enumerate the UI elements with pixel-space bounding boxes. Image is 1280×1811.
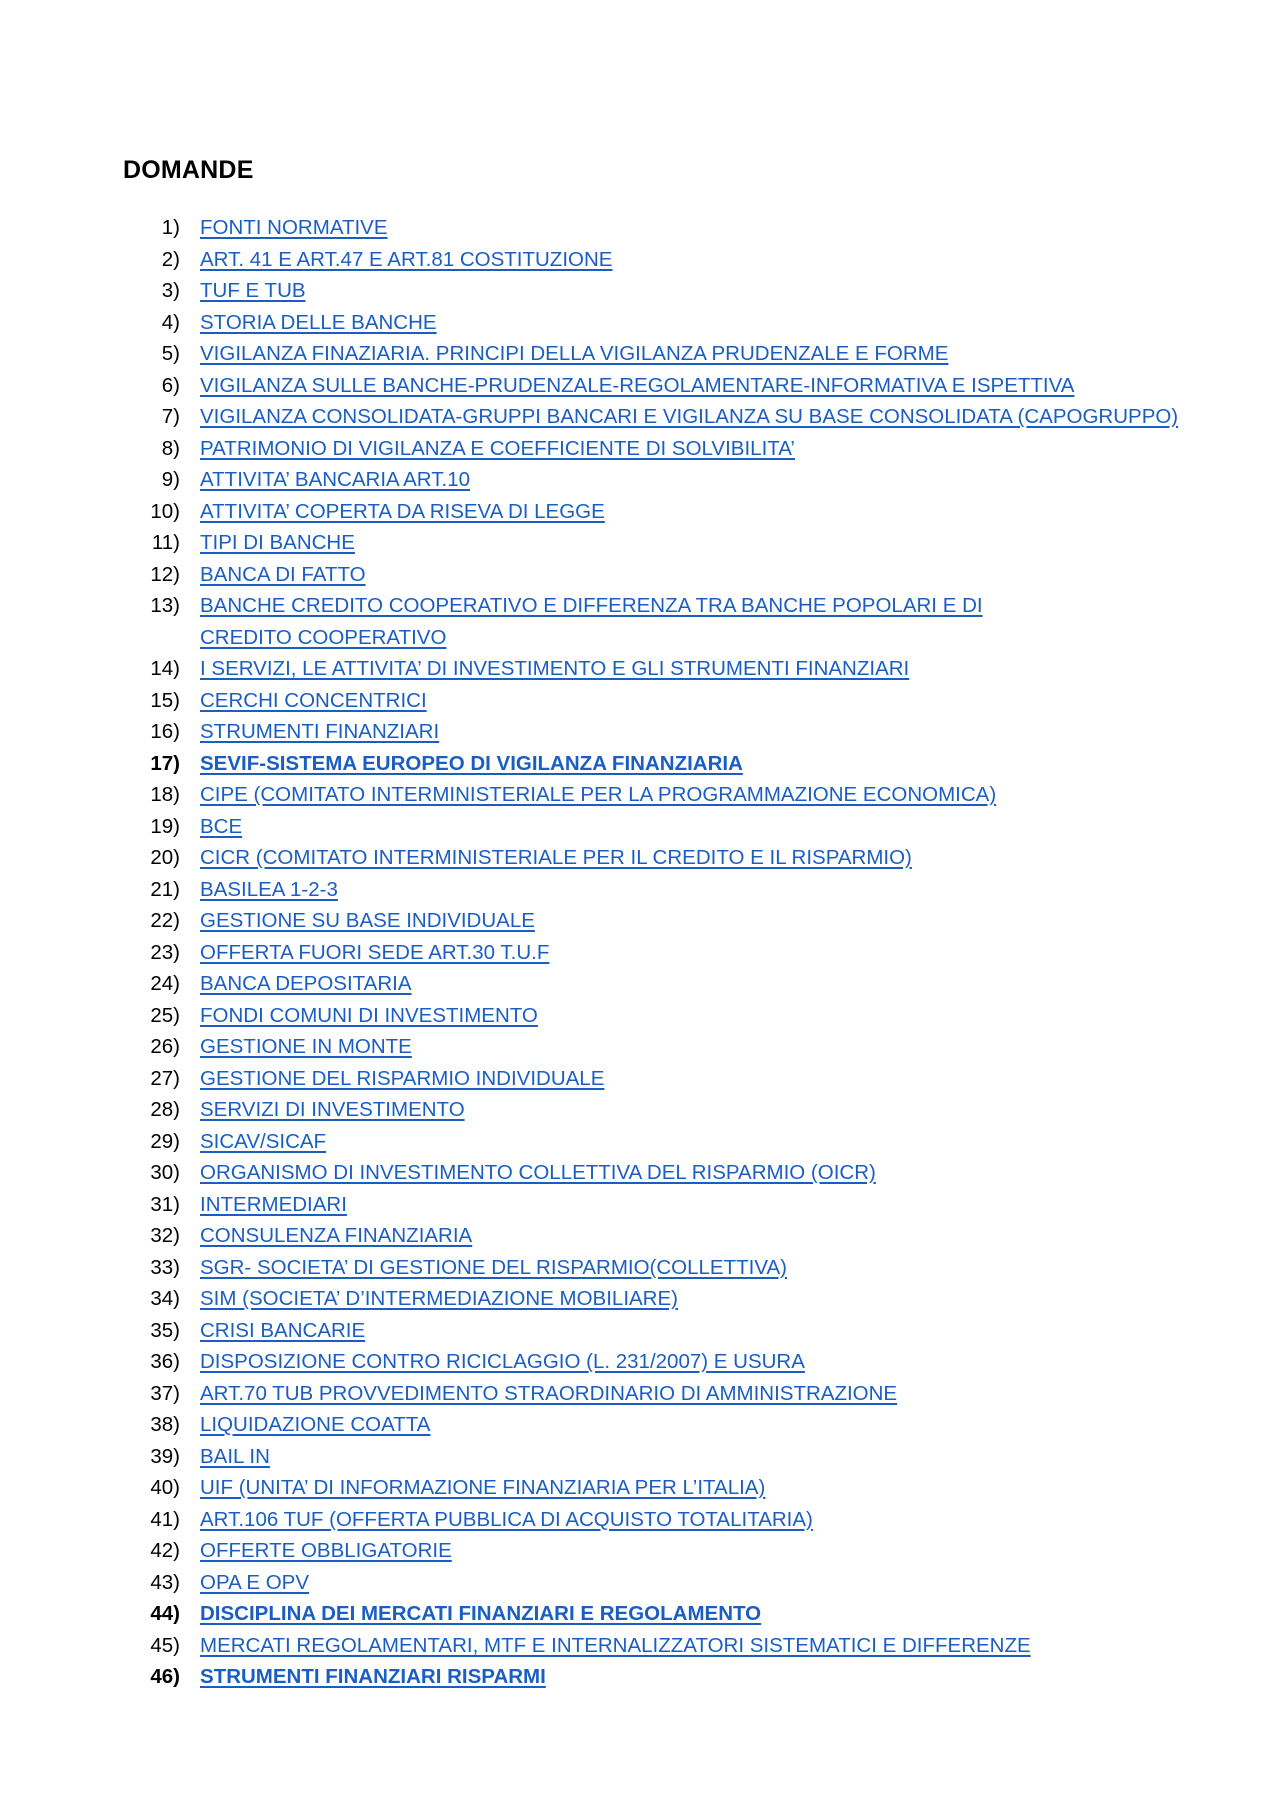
toc-item-link[interactable]: OFFERTE OBBLIGATORIE bbox=[200, 1539, 452, 1562]
toc-item-link[interactable]: SIM (SOCIETA’ D’INTERMEDIAZIONE MOBILIARE) bbox=[200, 1287, 678, 1310]
toc-item bbox=[0, 1252, 1280, 1284]
toc-item bbox=[0, 842, 1280, 874]
toc-item bbox=[0, 1000, 1280, 1032]
toc-item-number: 37) bbox=[150, 1381, 180, 1405]
toc-item-link[interactable]: I SERVIZI, LE ATTIVITA’ DI INVESTIMENTO E GLI STRUMENTI FINANZIARI bbox=[200, 657, 910, 680]
toc-item-link[interactable]: CONSULENZA FINANZIARIA bbox=[200, 1224, 473, 1247]
toc-item-link[interactable]: BANCA DI FATTO bbox=[200, 562, 366, 586]
toc-item-link[interactable]: STRUMENTI FINANZIARI RISPARMI bbox=[200, 1665, 546, 1688]
toc-item bbox=[0, 1346, 1280, 1378]
toc-item bbox=[0, 244, 1280, 276]
toc-item-number: 10) bbox=[150, 499, 180, 523]
toc-item-link[interactable]: VIGILANZA SULLE BANCHE-PRUDENZALE-REGOLAMENTARE-INFORMATIVA E ISPETTIVA bbox=[200, 373, 1075, 397]
toc-item-number: 11) bbox=[151, 531, 180, 554]
toc-item bbox=[0, 275, 1280, 307]
toc-item-number: 30) bbox=[150, 1161, 180, 1184]
toc-item-number: 16) bbox=[150, 720, 180, 743]
toc-item bbox=[0, 1661, 1280, 1693]
toc-item bbox=[0, 653, 1280, 685]
toc-item-number: 32) bbox=[150, 1224, 180, 1247]
toc-item-number: 29) bbox=[150, 1129, 180, 1153]
toc-item-link[interactable]: BAIL IN bbox=[200, 1444, 270, 1468]
toc-item bbox=[0, 748, 1280, 780]
toc-item-number: 3) bbox=[161, 279, 180, 302]
table-of-contents bbox=[0, 212, 1280, 1693]
toc-item-number: 18) bbox=[150, 783, 180, 806]
toc-item bbox=[0, 1535, 1280, 1567]
toc-item-link[interactable]: GESTIONE IN MONTE bbox=[200, 1035, 412, 1058]
toc-item-link[interactable]: CICR (COMITATO INTERMINISTERIALE PER IL CREDITO E IL RISPARMIO) bbox=[200, 846, 912, 869]
toc-item-number: 9) bbox=[161, 468, 180, 491]
toc-item-number: 23) bbox=[150, 940, 180, 964]
toc-item-link[interactable]: SERVIZI DI INVESTIMENTO bbox=[200, 1098, 465, 1121]
toc-item-link[interactable]: DISCIPLINA DEI MERCATI FINANZIARI E REGOLAMENTO bbox=[200, 1602, 762, 1625]
toc-item bbox=[0, 968, 1280, 1000]
toc-item-link[interactable]: GESTIONE SU BASE INDIVIDUALE bbox=[200, 909, 535, 932]
toc-item-link[interactable]: ATTIVITA’ COPERTA DA RISEVA DI LEGGE bbox=[200, 499, 605, 523]
toc-item-number: 8) bbox=[161, 436, 180, 460]
toc-item bbox=[0, 433, 1280, 465]
toc-item-link[interactable]: FONTI NORMATIVE bbox=[200, 216, 388, 239]
toc-item-link[interactable]: TUF E TUB bbox=[200, 279, 306, 302]
toc-item-number: 17) bbox=[150, 751, 180, 775]
toc-item-link[interactable]: CRISI BANCARIE bbox=[200, 1318, 366, 1342]
toc-item bbox=[0, 1283, 1280, 1315]
toc-item-link[interactable]: VIGILANZA CONSOLIDATA-GRUPPI BANCARI E VIGILANZA SU BASE CONSOLIDATA (CAPOGRUPPO) bbox=[200, 405, 1179, 428]
toc-item-number: 34) bbox=[150, 1287, 180, 1310]
toc-item-link[interactable]: FONDI COMUNI DI INVESTIMENTO bbox=[200, 1003, 538, 1027]
toc-item bbox=[0, 527, 1280, 559]
toc-item-number: 6) bbox=[161, 373, 180, 397]
toc-item bbox=[0, 685, 1280, 717]
toc-item bbox=[0, 1472, 1280, 1504]
toc-item-number: 7) bbox=[161, 405, 180, 428]
toc-item bbox=[0, 1031, 1280, 1063]
toc-item bbox=[0, 716, 1280, 748]
toc-item-number: 19) bbox=[150, 814, 180, 838]
toc-item-number: 39) bbox=[150, 1444, 180, 1468]
toc-item-link[interactable]: CIPE (COMITATO INTERMINISTERIALE PER LA PROGRAMMAZIONE ECONOMICA) bbox=[200, 783, 997, 806]
toc-item-link[interactable]: BCE bbox=[200, 814, 243, 838]
toc-item bbox=[0, 1598, 1280, 1630]
toc-item-number: 36) bbox=[150, 1350, 180, 1373]
toc-item-number: 46) bbox=[150, 1665, 180, 1688]
toc-item-link[interactable]: ART.70 TUB PROVVEDIMENTO STRAORDINARIO DI AMMINISTRAZIONE bbox=[200, 1381, 898, 1405]
toc-item-link[interactable]: OFFERTA FUORI SEDE ART.30 T.U.F bbox=[200, 940, 550, 964]
toc-item-number: 22) bbox=[150, 909, 180, 932]
toc-item-number: 44) bbox=[150, 1602, 180, 1625]
toc-item-number: 24) bbox=[150, 972, 180, 995]
toc-item-link[interactable]: MERCATI REGOLAMENTARI, MTF E INTERNALIZZATORI SISTEMATICI E DIFFERENZE bbox=[200, 1633, 1031, 1657]
toc-item-number: 14) bbox=[150, 657, 180, 680]
toc-item-link[interactable]: PATRIMONIO DI VIGILANZA E COEFFICIENTE DI SOLVIBILITA’ bbox=[200, 436, 795, 460]
toc-item-link[interactable]: CERCHI CONCENTRICI bbox=[200, 688, 427, 712]
toc-item bbox=[0, 1094, 1280, 1126]
toc-item-link[interactable]: VIGILANZA FINAZIARIA. PRINCIPI DELLA VIGILANZA PRUDENZALE E FORME bbox=[200, 342, 949, 365]
toc-item-number: 25) bbox=[150, 1003, 180, 1027]
toc-item-link[interactable]: INTERMEDIARI bbox=[200, 1192, 347, 1216]
toc-item bbox=[0, 811, 1280, 843]
toc-item bbox=[0, 1630, 1280, 1662]
toc-item-link[interactable]: SICAV/SICAF bbox=[200, 1129, 327, 1153]
toc-item-link[interactable]: STRUMENTI FINANZIARI bbox=[200, 720, 440, 743]
toc-item-link[interactable]: ORGANISMO DI INVESTIMENTO COLLETTIVA DEL RISPARMIO (OICR) bbox=[200, 1161, 876, 1184]
toc-item bbox=[0, 937, 1280, 969]
toc-item-number: 42) bbox=[150, 1539, 180, 1562]
toc-item-number: 35) bbox=[150, 1318, 180, 1342]
toc-item-link[interactable]: ART. 41 E ART.47 E ART.81 COSTITUZIONE bbox=[200, 247, 613, 271]
toc-item bbox=[0, 590, 1280, 653]
toc-item bbox=[0, 905, 1280, 937]
toc-item-number: 38) bbox=[150, 1413, 180, 1436]
page-title: DOMANDE bbox=[123, 156, 254, 184]
toc-item-link[interactable]: LIQUIDAZIONE COATTA bbox=[200, 1413, 431, 1436]
toc-item bbox=[0, 1567, 1280, 1599]
toc-item bbox=[0, 1157, 1280, 1189]
toc-item bbox=[0, 1378, 1280, 1410]
toc-item bbox=[0, 1441, 1280, 1473]
toc-item bbox=[0, 370, 1280, 402]
toc-item-number: 12) bbox=[150, 562, 180, 586]
toc-item bbox=[0, 464, 1280, 496]
toc-item-number: 5) bbox=[161, 342, 180, 365]
toc-item-link[interactable]: ART.106 TUF (OFFERTA PUBBLICA DI ACQUISTO TOTALITARIA) bbox=[200, 1507, 813, 1531]
toc-item-number: 4) bbox=[161, 310, 180, 334]
toc-item-number: 28) bbox=[150, 1098, 180, 1121]
toc-item-link[interactable]: BASILEA 1-2-3 bbox=[200, 877, 338, 901]
toc-item-number: 2) bbox=[161, 247, 180, 271]
toc-item-link[interactable]: BANCA DEPOSITARIA bbox=[200, 972, 412, 995]
toc-item-number: 41) bbox=[150, 1507, 180, 1531]
toc-item bbox=[0, 779, 1280, 811]
toc-item bbox=[0, 496, 1280, 528]
toc-item-link[interactable]: STORIA DELLE BANCHE bbox=[200, 310, 437, 334]
toc-item-link[interactable]: SGR- SOCIETA’ DI GESTIONE DEL RISPARMIO(COLLETTIVA) bbox=[200, 1255, 787, 1279]
toc-item-link[interactable]: GESTIONE DEL RISPARMIO INDIVIDUALE bbox=[200, 1066, 605, 1090]
toc-item-number: 27) bbox=[150, 1066, 180, 1090]
toc-item bbox=[0, 1189, 1280, 1221]
toc-item bbox=[0, 1126, 1280, 1158]
toc-item bbox=[0, 401, 1280, 433]
toc-item-number: 15) bbox=[150, 688, 180, 712]
toc-item-number: 1) bbox=[161, 216, 180, 239]
toc-item bbox=[0, 307, 1280, 339]
toc-item-number: 33) bbox=[150, 1255, 180, 1279]
toc-item-number: 21) bbox=[150, 877, 180, 901]
toc-item-link[interactable]: ATTIVITA’ BANCARIA ART.10 bbox=[200, 468, 470, 491]
toc-item bbox=[0, 1409, 1280, 1441]
toc-item-number: 45) bbox=[150, 1633, 180, 1657]
toc-item bbox=[0, 559, 1280, 591]
toc-item-link[interactable]: DISPOSIZIONE CONTRO RICICLAGGIO (L. 231/2007) E USURA bbox=[200, 1350, 805, 1373]
toc-item-link[interactable]: TIPI DI BANCHE bbox=[200, 531, 355, 554]
toc-item bbox=[0, 1220, 1280, 1252]
toc-item bbox=[0, 1504, 1280, 1536]
toc-item-number: 40) bbox=[150, 1476, 180, 1499]
toc-item-number: 13) bbox=[150, 594, 180, 617]
toc-item-number: 20) bbox=[150, 846, 180, 869]
toc-item bbox=[0, 1063, 1280, 1095]
toc-item-link[interactable]: UIF (UNITA’ DI INFORMAZIONE FINANZIARIA PER L’ITALIA) bbox=[200, 1476, 766, 1499]
toc-item-number: 31) bbox=[150, 1192, 180, 1216]
toc-item-link[interactable]: BANCHE CREDITO COOPERATIVO E DIFFERENZA TRA BANCHE POPOLARI E DI CREDITO COOPERATIVO bbox=[200, 594, 983, 649]
toc-item bbox=[0, 212, 1280, 244]
toc-item bbox=[0, 874, 1280, 906]
toc-item-link[interactable]: OPA E OPV bbox=[200, 1570, 309, 1594]
toc-item-link[interactable]: SEVIF-SISTEMA EUROPEO DI VIGILANZA FINANZIARIA bbox=[200, 751, 743, 775]
toc-item bbox=[0, 1315, 1280, 1347]
toc-item-number: 43) bbox=[150, 1570, 180, 1594]
toc-item bbox=[0, 338, 1280, 370]
toc-item-number: 26) bbox=[150, 1035, 180, 1058]
